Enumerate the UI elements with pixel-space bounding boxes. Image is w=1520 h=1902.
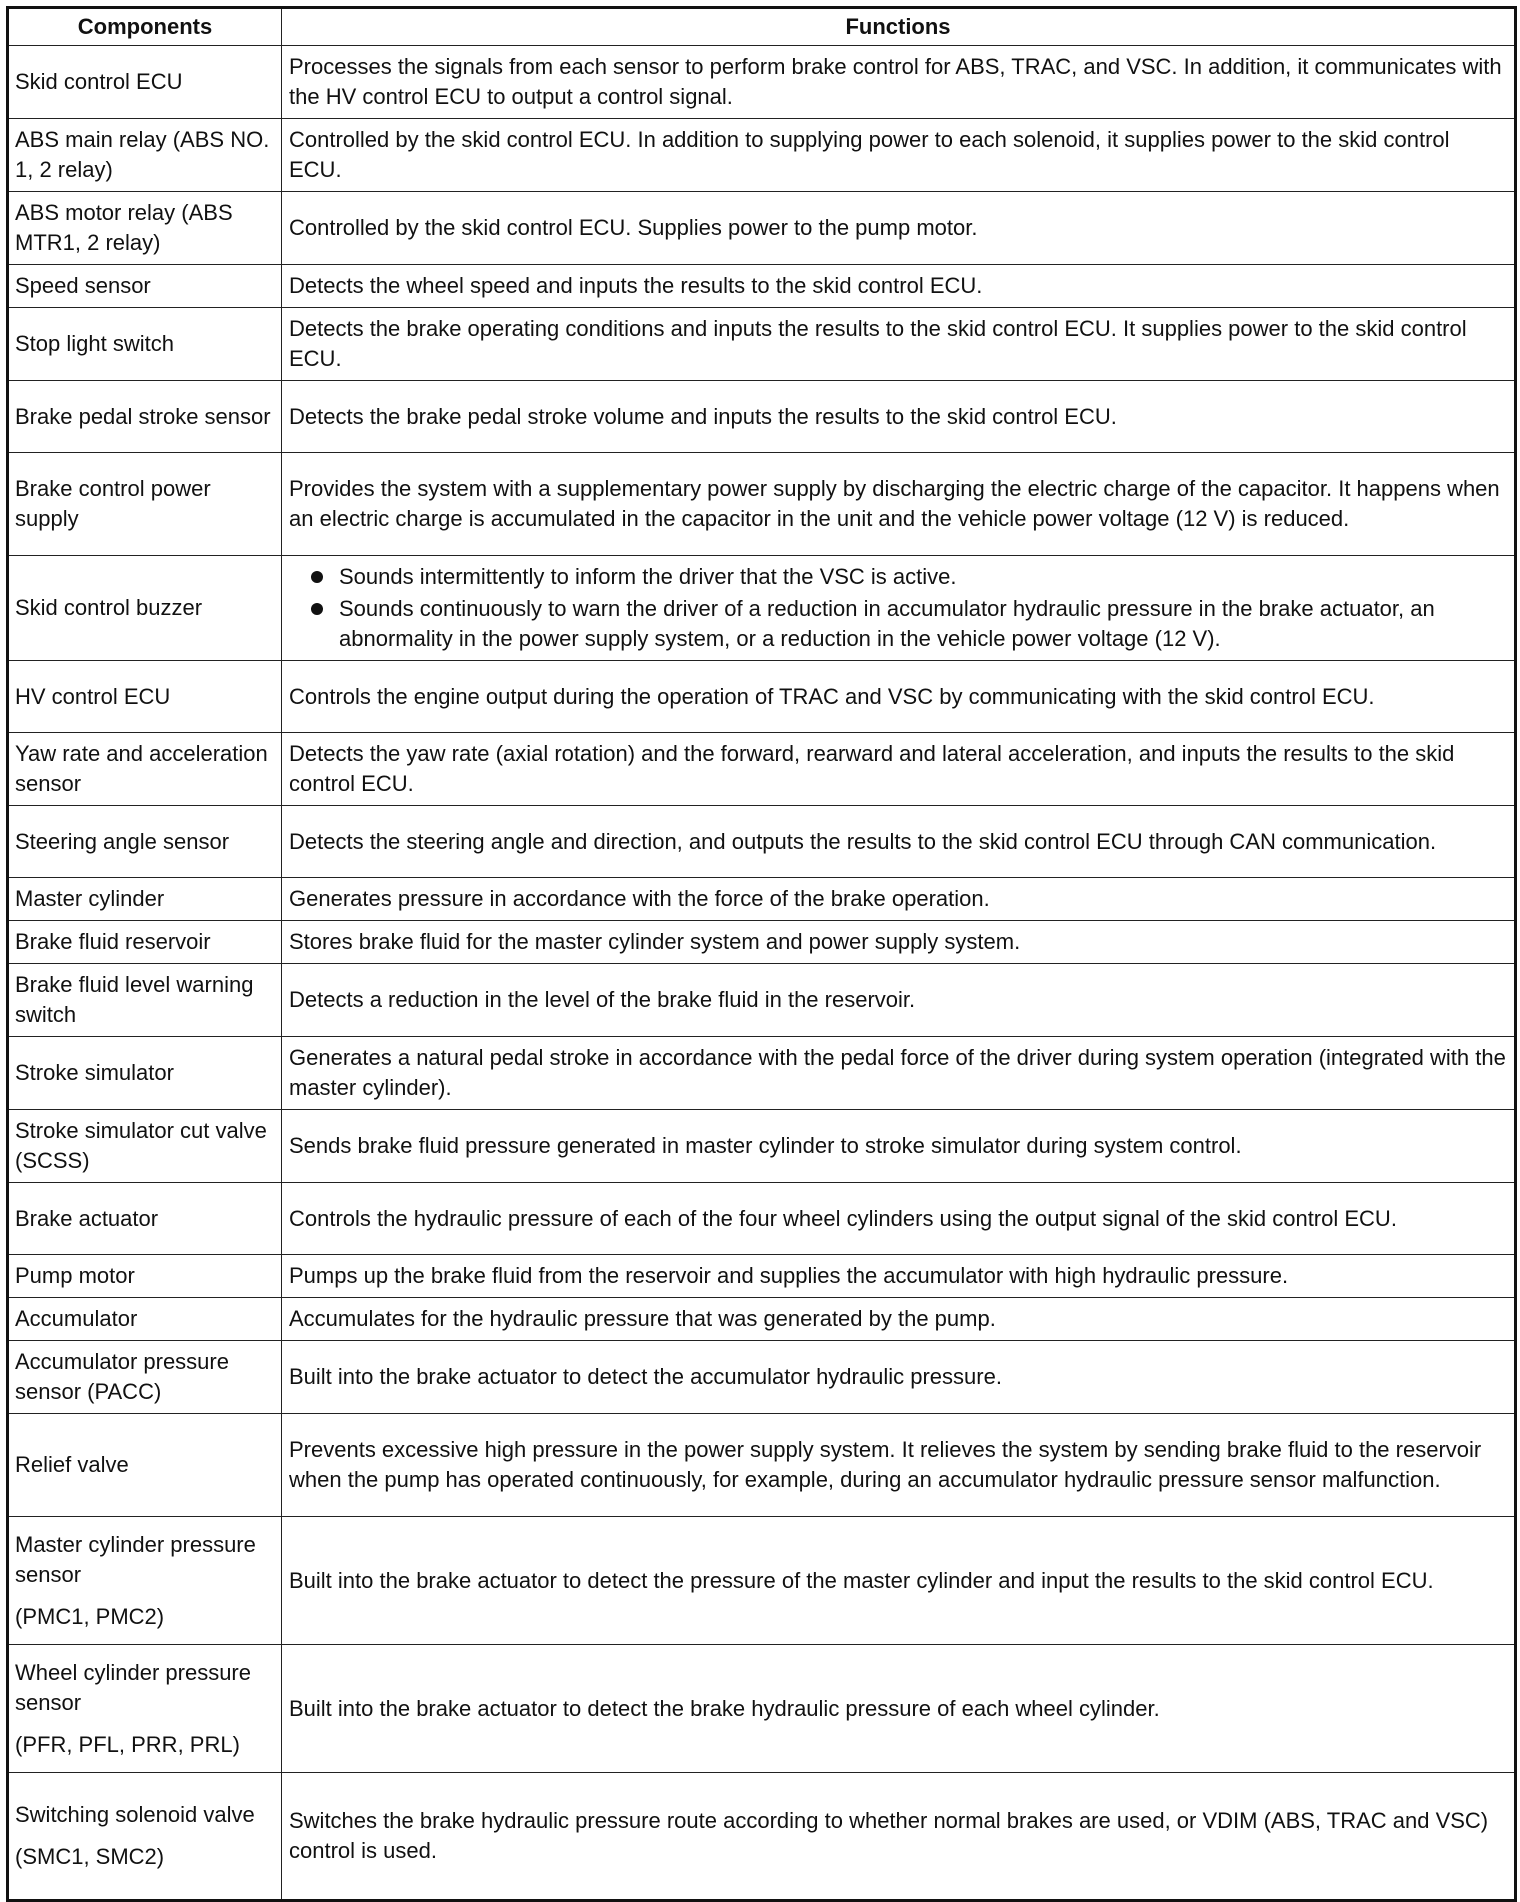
function-cell: Pumps up the brake fluid from the reservoir and supplies the accumulator with high hydraulic pressure. xyxy=(282,1255,1516,1298)
component-cell xyxy=(8,1773,282,1901)
component-cell: Skid control ECU xyxy=(8,46,282,119)
table-row xyxy=(8,1517,1516,1645)
table-row xyxy=(8,556,1516,661)
function-cell: Stores brake fluid for the master cylinder system and power supply system. xyxy=(282,921,1516,964)
function-cell: Detects the yaw rate (axial rotation) and the forward, rearward and lateral acceleration, and inputs the results to the skid control ECU. xyxy=(282,733,1516,806)
function-cell: Switches the brake hydraulic pressure route according to whether normal brakes are used, or VDIM (ABS, TRAC and VSC) control is used. xyxy=(282,1773,1516,1901)
table-row xyxy=(8,1414,1516,1517)
table-row xyxy=(8,1183,1516,1255)
component-name: Master cylinder pressure sensor xyxy=(15,1531,256,1587)
component-cell xyxy=(8,1645,282,1773)
table-row xyxy=(8,1645,1516,1773)
component-code: (PFR, PFL, PRR, PRL) xyxy=(15,1731,240,1757)
component-cell: Skid control buzzer xyxy=(8,556,282,661)
component-cell: Stroke simulator xyxy=(8,1037,282,1110)
bullet-text: Sounds intermittently to inform the driver that the VSC is active. xyxy=(339,564,957,589)
component-cell: HV control ECU xyxy=(8,661,282,733)
table-row xyxy=(8,806,1516,878)
component-cell: Stop light switch xyxy=(8,308,282,381)
bullet-list xyxy=(289,562,1507,654)
function-cell: Provides the system with a supplementary power supply by discharging the electric charge of the capacitor. It happens when an electric charge is accumulated in the capacitor in the unit and the vehicle power voltage (12 V) is reduced. xyxy=(282,453,1516,556)
function-cell xyxy=(282,556,1516,661)
components-functions-table xyxy=(6,6,1517,1902)
component-cell: Brake pedal stroke sensor xyxy=(8,381,282,453)
function-cell: Accumulates for the hydraulic pressure that was generated by the pump. xyxy=(282,1298,1516,1341)
function-cell: Controls the engine output during the operation of TRAC and VSC by communicating with the skid control ECU. xyxy=(282,661,1516,733)
header-functions: Functions xyxy=(282,8,1516,46)
table-row xyxy=(8,1110,1516,1183)
table-row xyxy=(8,1255,1516,1298)
header-components: Components xyxy=(8,8,282,46)
component-code: (PMC1, PMC2) xyxy=(15,1603,165,1629)
component-cell: Relief valve xyxy=(8,1414,282,1517)
table-row xyxy=(8,265,1516,308)
component-cell: Accumulator xyxy=(8,1298,282,1341)
component-cell: Steering angle sensor xyxy=(8,806,282,878)
table-row xyxy=(8,1773,1516,1901)
table-row xyxy=(8,381,1516,453)
function-cell: Prevents excessive high pressure in the power supply system. It relieves the system by sending brake fluid to the reservoir when the pump has operated continuously, for example, during an accumulator hydraulic pressure sensor malfunction. xyxy=(282,1414,1516,1517)
table-row xyxy=(8,878,1516,921)
table-row xyxy=(8,119,1516,192)
function-cell: Detects a reduction in the level of the brake fluid in the reservoir. xyxy=(282,964,1516,1037)
spacer xyxy=(15,1830,277,1842)
spacer xyxy=(15,1718,277,1730)
component-cell: Accumulator pressure sensor (PACC) xyxy=(8,1341,282,1414)
function-cell: Controlled by the skid control ECU. Supplies power to the pump motor. xyxy=(282,192,1516,265)
function-cell: Built into the brake actuator to detect the brake hydraulic pressure of each wheel cylinder. xyxy=(282,1645,1516,1773)
function-cell: Processes the signals from each sensor to perform brake control for ABS, TRAC, and VSC. In addition, it communicates with the HV control ECU to output a control signal. xyxy=(282,46,1516,119)
bullet-icon xyxy=(311,571,323,583)
spacer xyxy=(15,1590,277,1602)
component-cell: ABS motor relay (ABS MTR1, 2 relay) xyxy=(8,192,282,265)
table-row xyxy=(8,1298,1516,1341)
component-code: (SMC1, SMC2) xyxy=(15,1844,165,1869)
table-row xyxy=(8,192,1516,265)
table-row xyxy=(8,46,1516,119)
component-cell: Brake control power supply xyxy=(8,453,282,556)
component-cell: Yaw rate and acceleration sensor xyxy=(8,733,282,806)
component-cell: Speed sensor xyxy=(8,265,282,308)
bullet-text: Sounds continuously to warn the driver of a reduction in accumulator hydraulic pressure in the brake actuator, an abnormality in the power supply system, or a reduction in the vehicle power voltage (12 V). xyxy=(339,596,1435,651)
function-cell: Detects the brake pedal stroke volume and inputs the results to the skid control ECU. xyxy=(282,381,1516,453)
component-name: Switching solenoid valve xyxy=(15,1802,255,1827)
table-row xyxy=(8,964,1516,1037)
table-row xyxy=(8,661,1516,733)
function-cell: Detects the steering angle and direction, and outputs the results to the skid control ECU through CAN communication. xyxy=(282,806,1516,878)
function-cell: Sends brake fluid pressure generated in master cylinder to stroke simulator during system control. xyxy=(282,1110,1516,1183)
table-row xyxy=(8,733,1516,806)
header-row xyxy=(8,8,1516,46)
table-row xyxy=(8,1341,1516,1414)
component-cell: Brake fluid reservoir xyxy=(8,921,282,964)
component-cell: Stroke simulator cut valve (SCSS) xyxy=(8,1110,282,1183)
component-cell: Pump motor xyxy=(8,1255,282,1298)
function-cell: Detects the wheel speed and inputs the results to the skid control ECU. xyxy=(282,265,1516,308)
component-cell xyxy=(8,1517,282,1645)
function-cell: Built into the brake actuator to detect the accumulator hydraulic pressure. xyxy=(282,1341,1516,1414)
table-row xyxy=(8,1037,1516,1110)
function-cell: Generates pressure in accordance with the force of the brake operation. xyxy=(282,878,1516,921)
table-row xyxy=(8,921,1516,964)
component-cell: Brake fluid level warning switch xyxy=(8,964,282,1037)
table-row xyxy=(8,453,1516,556)
function-cell: Controls the hydraulic pressure of each of the four wheel cylinders using the output signal of the skid control ECU. xyxy=(282,1183,1516,1255)
list-item xyxy=(289,594,1507,654)
component-cell: Master cylinder xyxy=(8,878,282,921)
function-cell: Generates a natural pedal stroke in accordance with the pedal force of the driver during system operation (integrated with the master cylinder). xyxy=(282,1037,1516,1110)
list-item xyxy=(289,562,1507,592)
component-name: Wheel cylinder pressure sensor xyxy=(15,1659,251,1715)
bullet-icon xyxy=(311,603,323,615)
function-cell: Detects the brake operating conditions and inputs the results to the skid control ECU. It supplies power to the skid control ECU. xyxy=(282,308,1516,381)
table-row xyxy=(8,308,1516,381)
components-functions-sheet xyxy=(6,6,1514,1902)
function-cell: Built into the brake actuator to detect the pressure of the master cylinder and input the results to the skid control ECU. xyxy=(282,1517,1516,1645)
component-cell: Brake actuator xyxy=(8,1183,282,1255)
function-cell: Controlled by the skid control ECU. In addition to supplying power to each solenoid, it supplies power to the skid control ECU. xyxy=(282,119,1516,192)
component-cell: ABS main relay (ABS NO. 1, 2 relay) xyxy=(8,119,282,192)
